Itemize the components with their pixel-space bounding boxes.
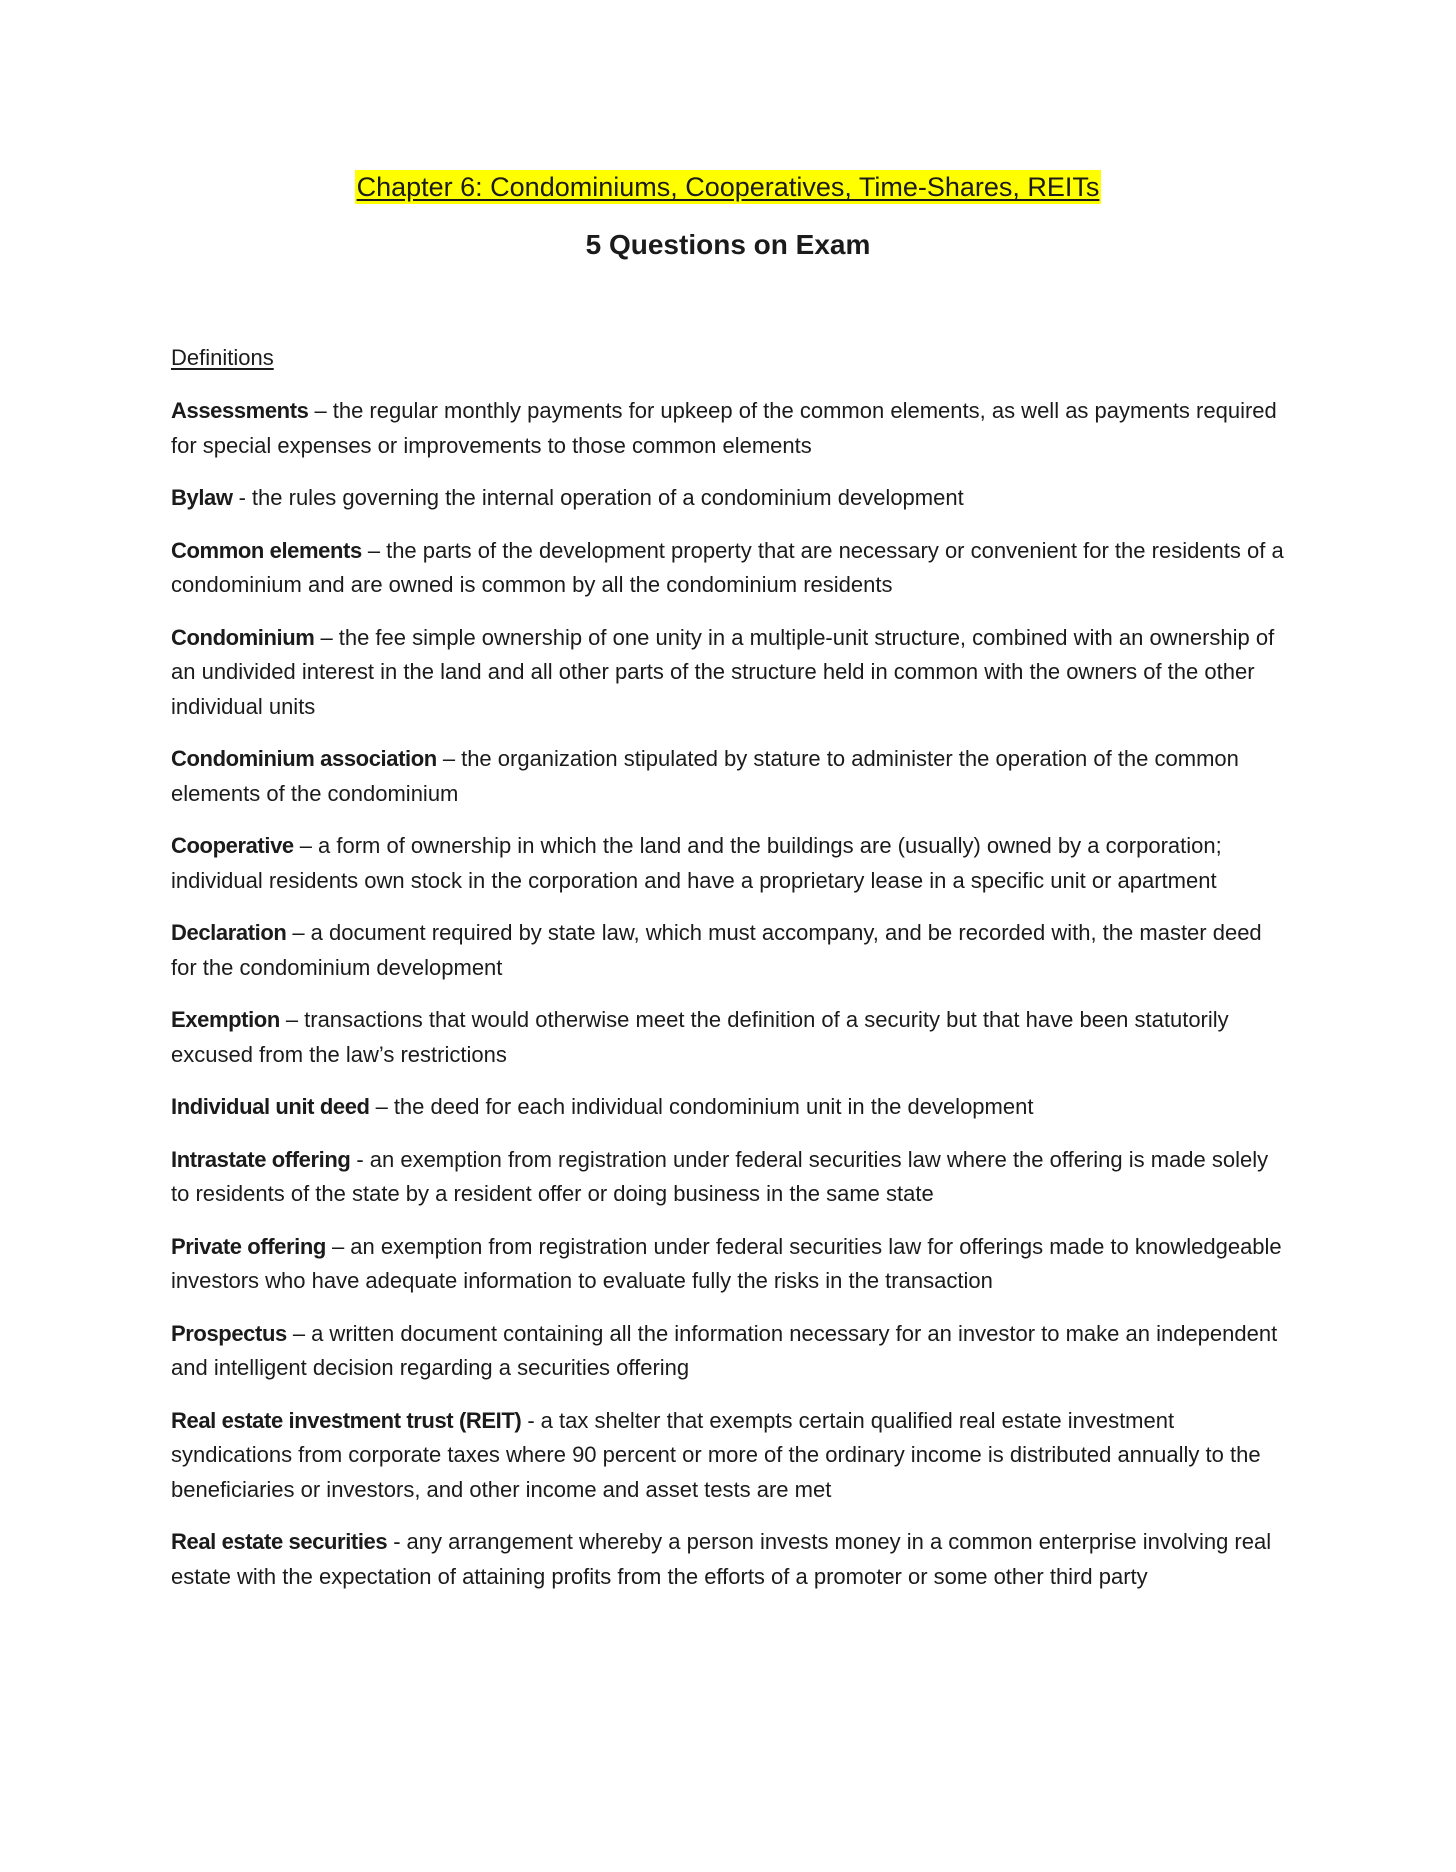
definition-text: an exemption from registration under federal securities law for offerings made to knowledgeable investors who have adequate information to evaluate fully the risks in the transaction: [171, 1233, 1282, 1293]
definition-term: Bylaw: [171, 485, 233, 510]
definition-condominium-association: [171, 742, 1291, 811]
definition-text: the fee simple ownership of one unity in a multiple-unit structure, combined with an ownership of an undivided interest in the land and all other parts of the structure held in common with the owners of the other individual units: [171, 624, 1275, 719]
definition-text: transactions that would otherwise meet the definition of a security but that have been statutorily excused from the law’s restrictions: [171, 1007, 1229, 1067]
definition-separator: –: [299, 833, 312, 858]
definition-separator: -: [527, 1407, 535, 1433]
definition-text: any arrangement whereby a person invests money in a common enterprise involving real estate with the expectation of attaining profits from the efforts of a promoter or some other third party: [171, 1529, 1272, 1589]
definition-separator: –: [292, 1320, 306, 1346]
definition-separator: –: [292, 920, 305, 945]
definition-list: [171, 394, 1291, 1594]
definition-exemption: [171, 1003, 1291, 1072]
definition-individual-unit-deed: [171, 1090, 1291, 1125]
section-heading: Definitions: [171, 345, 274, 370]
definition-separator: -: [238, 485, 246, 510]
definition-term: Real estate investment trust (REIT): [171, 1407, 522, 1433]
definition-text: the parts of the development property that are necessary or convenient for the residents of a condominium and are owned is common by all the condominium residents: [171, 537, 1284, 597]
definition-text: a document required by state law, which must accompany, and be recorded with, the master deed for the condominium development: [171, 920, 1262, 980]
definition-separator: -: [393, 1529, 401, 1554]
definition-term: Individual unit deed: [171, 1094, 370, 1119]
definition-term: Real estate securities: [171, 1529, 388, 1554]
definition-term: Condominium: [171, 624, 315, 650]
definition-separator: –: [285, 1007, 299, 1032]
definition-term: Declaration: [171, 920, 287, 945]
definition-term: Prospectus: [171, 1320, 287, 1346]
definitions-section: [171, 344, 1291, 1612]
definition-intrastate-offering: [171, 1143, 1291, 1212]
exam-question-count: 5 Questions on Exam: [585, 229, 871, 260]
definition-reit: [171, 1404, 1291, 1508]
definition-text: the rules governing the internal operation of a condominium development: [251, 485, 964, 510]
definition-text: the deed for each individual condominium unit in the development: [393, 1094, 1034, 1119]
definition-separator: -: [356, 1146, 364, 1172]
definition-separator: –: [314, 398, 327, 423]
definition-text: a form of ownership in which the land and the buildings are (usually) owned by a corporation; individual residents own stock in the corporation and have a proprietary lease in a specific unit or apartment: [171, 833, 1222, 893]
definition-text: an exemption from registration under federal securities law where the offering is made solely to residents of the state by a resident offer or doing business in the same state: [171, 1146, 1269, 1206]
definition-separator: –: [375, 1094, 388, 1119]
definition-text: a tax shelter that exempts certain qualified real estate investment syndications from corporate taxes where 90 percent or more of the ordinary income is distributed annually to the beneficiaries or investors, and other income and asset tests are met: [171, 1407, 1261, 1502]
definition-term: Intrastate offering: [171, 1146, 351, 1172]
definition-term: Exemption: [171, 1007, 280, 1032]
definition-private-offering: [171, 1230, 1291, 1299]
definition-separator: –: [442, 746, 456, 771]
definition-bylaw: [171, 481, 1291, 516]
definition-condominium: [171, 621, 1291, 725]
definition-text: the regular monthly payments for upkeep of the common elements, as well as payments required for special expenses or improvements to those common elements: [171, 398, 1277, 458]
title-block: [0, 170, 1456, 204]
definition-term: Private offering: [171, 1233, 326, 1259]
definition-separator: –: [331, 1233, 345, 1259]
definition-text: a written document containing all the information necessary for an investor to make an independent and intelligent decision regarding a securities offering: [171, 1320, 1278, 1380]
definition-assessments: [171, 394, 1291, 463]
definition-separator: –: [367, 537, 381, 563]
definition-separator: –: [320, 624, 333, 650]
definition-declaration: [171, 916, 1291, 985]
definition-term: Cooperative: [171, 833, 294, 858]
definition-term: Assessments: [171, 398, 309, 423]
chapter-title: Chapter 6: Condominiums, Cooperatives, Time-Shares, REITs: [356, 172, 1100, 202]
definition-prospectus: [171, 1317, 1291, 1386]
definition-text: the organization stipulated by stature to administer the operation of the common elements of the condominium: [171, 746, 1239, 806]
definition-cooperative: [171, 829, 1291, 898]
definition-term: Common elements: [171, 537, 362, 563]
definition-common-elements: [171, 534, 1291, 603]
definition-term: Condominium association: [171, 746, 437, 771]
definition-real-estate-securities: [171, 1525, 1291, 1594]
